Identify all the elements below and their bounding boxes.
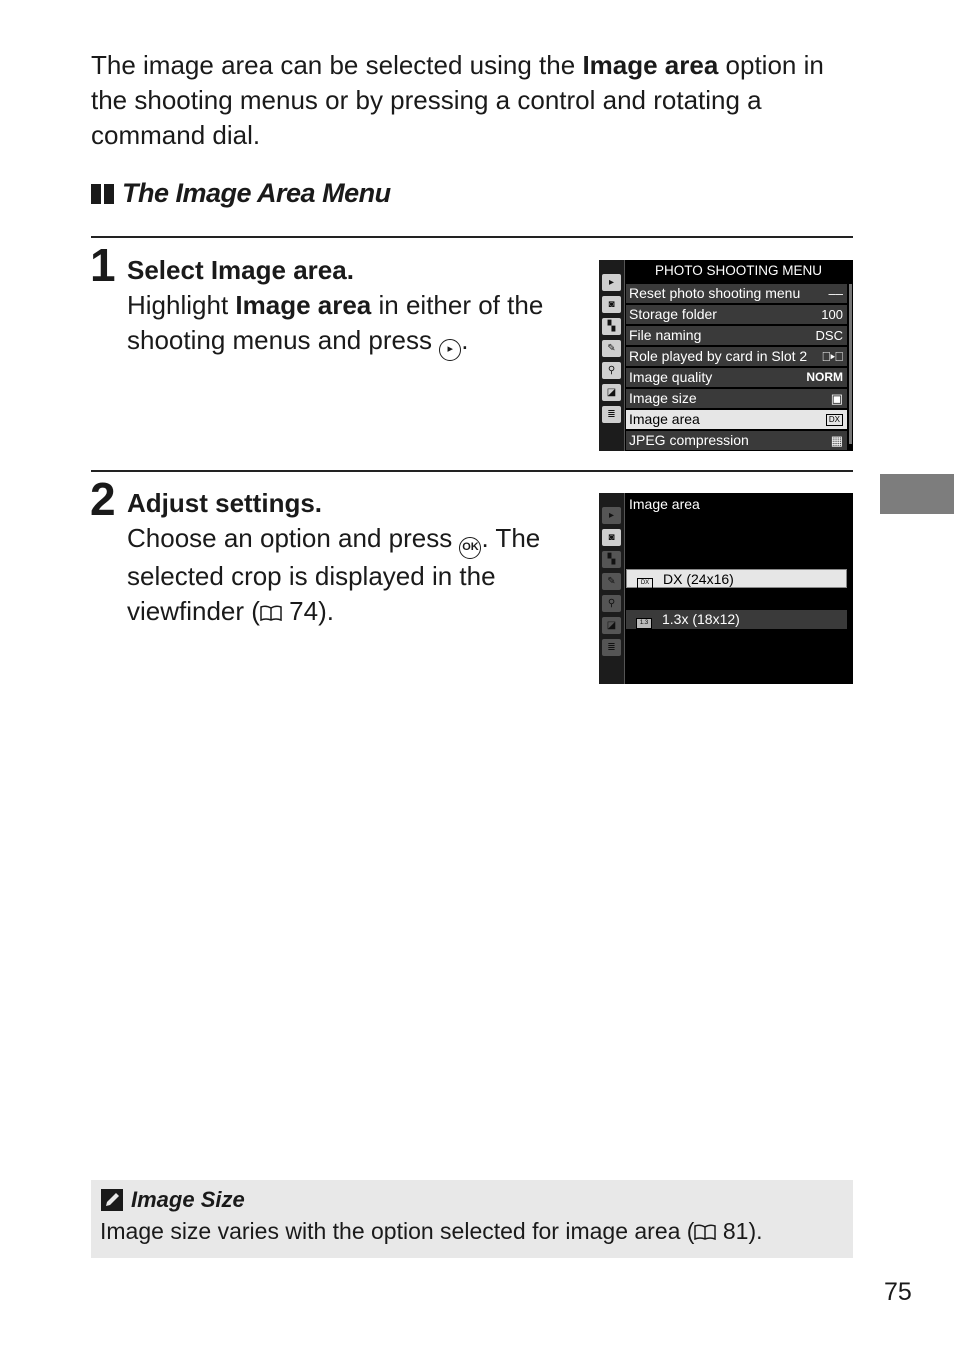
step-1-title: [127, 253, 582, 288]
menu-title: PHOTO SHOOTING MENU: [654, 263, 822, 278]
wrench-icon: ⚲: [602, 362, 621, 379]
menu-row[interactable]: [626, 389, 847, 408]
step-2-body-2: . The selected crop is displayed in the viewfinder (: [127, 523, 541, 626]
step-2-text: [127, 486, 582, 629]
menu-row[interactable]: [626, 347, 847, 366]
movie-icon: ▚: [602, 551, 621, 568]
screen-title: Image area: [629, 496, 700, 512]
menu-row-value: NORM: [806, 370, 843, 384]
camera-icon: ◙: [602, 296, 621, 313]
step-1-body-1: Highlight: [127, 290, 236, 320]
note-title-text: Image Size: [131, 1187, 245, 1212]
menu-row-label: File naming: [629, 327, 702, 343]
menu-row-selected[interactable]: [626, 410, 847, 429]
menu-row-label: Image size: [629, 390, 697, 406]
menu-row-value: 100: [821, 307, 843, 322]
menu-row-value: ⎕▸⎕: [822, 349, 843, 364]
menu-row-label: Storage folder: [629, 306, 717, 322]
dx-icon: DX: [637, 578, 653, 589]
intro-text-1: The image area can be selected using the: [91, 50, 583, 80]
step-1-title-bold: Image area.: [210, 255, 354, 285]
menu-row-label: Reset photo shooting menu: [629, 285, 801, 301]
step-1-body-bold: Image area: [235, 290, 372, 320]
step-1-body-2: in either of the shooting menus and press: [127, 290, 544, 355]
section-marker-icon: [91, 184, 114, 204]
option-label: 1.3x (18x12): [662, 611, 740, 627]
step-1-title-plain: Select: [127, 255, 211, 285]
note-title: [101, 1187, 245, 1213]
step-2-body-end: ).: [318, 596, 334, 626]
step-2-body-1: Choose an option and press: [127, 523, 460, 553]
menu-row-value: ––: [828, 286, 843, 301]
chapter-tab: [880, 474, 954, 514]
step-1-text: [127, 253, 582, 361]
camera-icon: ◙: [602, 529, 621, 546]
crop-1-3x-icon: 1.3: [636, 618, 652, 629]
menu-row-value: DX: [826, 414, 843, 426]
note-body-end: ).: [748, 1218, 763, 1244]
image-area-screen: [599, 493, 853, 684]
wrench-icon: ⚲: [602, 595, 621, 612]
menu-sidebar: [599, 493, 625, 684]
step-number: 1: [90, 239, 116, 291]
menu-row[interactable]: [626, 368, 847, 387]
my-menu-icon: ≣: [602, 406, 621, 423]
section-heading-text: The Image Area Menu: [122, 178, 391, 208]
intro-paragraph: [91, 48, 861, 153]
movie-icon: ▚: [602, 318, 621, 335]
retouch-icon: ◪: [602, 617, 621, 634]
pencil-icon: ✎: [602, 340, 621, 357]
pencil-icon: ✎: [602, 573, 621, 590]
playback-icon: ▸: [602, 274, 621, 291]
my-menu-icon: ≣: [602, 639, 621, 656]
note-box: [91, 1180, 853, 1258]
option-label: DX (24x16): [663, 571, 734, 587]
ok-button-icon: OK: [459, 537, 481, 559]
menu-row[interactable]: [626, 431, 847, 450]
divider: [91, 236, 853, 238]
multi-selector-right-icon: ▸: [439, 339, 461, 361]
book-icon: [694, 1224, 716, 1240]
menu-sidebar: [599, 260, 625, 451]
page-reference[interactable]: 81: [722, 1218, 749, 1244]
menu-row-label: Image area: [629, 411, 700, 427]
photo-shooting-menu-screen: [599, 260, 853, 451]
scrollbar[interactable]: [849, 284, 852, 444]
section-heading: [91, 178, 391, 209]
menu-row-value: ▦: [830, 433, 843, 448]
playback-icon: ▸: [602, 507, 621, 524]
menu-row-label: JPEG compression: [629, 432, 749, 448]
intro-bold-term: Image area: [582, 50, 719, 80]
note-body: [100, 1216, 763, 1246]
page-number: 75: [884, 1278, 912, 1306]
menu-row-label: Image quality: [629, 369, 713, 385]
pencil-icon: [101, 1189, 123, 1211]
step-number: 2: [90, 473, 116, 525]
menu-row[interactable]: [626, 326, 847, 345]
menu-row[interactable]: [626, 305, 847, 324]
intro-text-2: option in the shooting menus or by pressing a control and rotating a command dial.: [91, 50, 824, 150]
step-2-title: Adjust settings.: [127, 488, 323, 518]
note-body-text: Image size varies with the option selected for image area (: [100, 1218, 695, 1244]
retouch-icon: ◪: [602, 384, 621, 401]
divider: [91, 470, 853, 472]
option-dx[interactable]: [626, 569, 847, 588]
menu-row-value: ▣: [830, 391, 843, 406]
page-reference[interactable]: 74: [289, 596, 319, 626]
menu-row-label: Role played by card in Slot 2: [629, 348, 808, 364]
option-1-3x[interactable]: [626, 610, 847, 629]
book-icon: [260, 605, 282, 621]
menu-row-value: DSC: [815, 328, 843, 343]
menu-row[interactable]: [626, 284, 847, 303]
step-1-body-end: .: [461, 325, 469, 355]
